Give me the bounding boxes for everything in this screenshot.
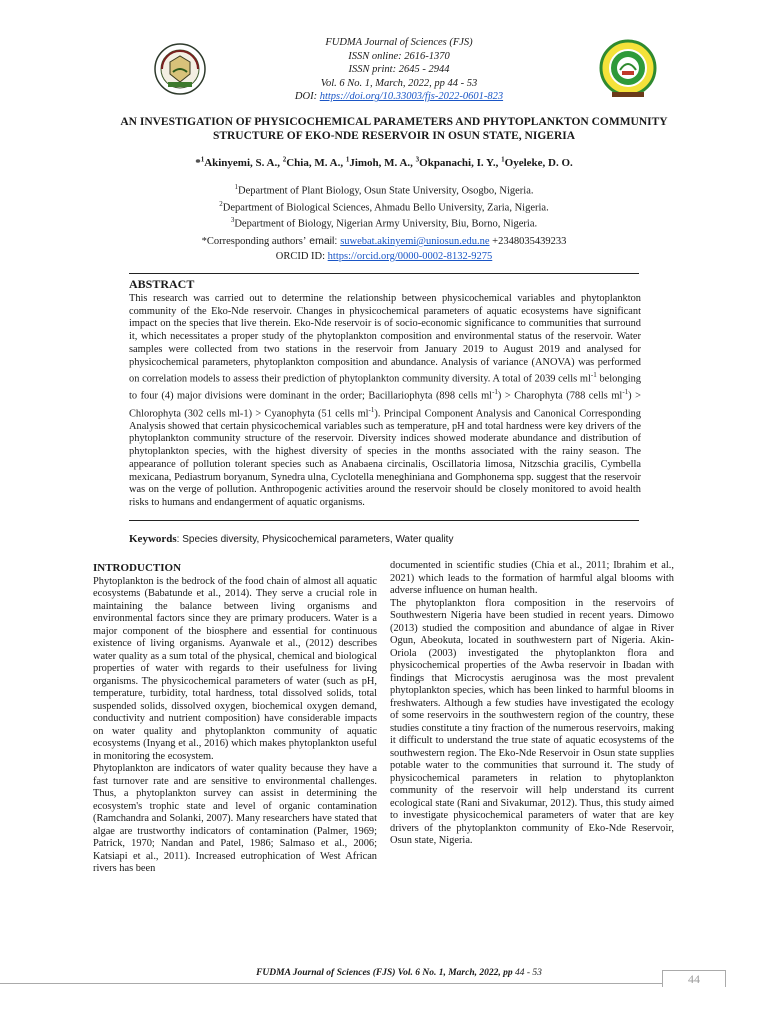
abstract-top-rule (129, 273, 639, 274)
abstract-bottom-rule (129, 520, 639, 521)
issn-online: ISSN online: 2616-1370 (348, 50, 450, 62)
author-list (0, 155, 768, 169)
abstract-heading: ABSTRACT (129, 277, 195, 291)
footer-pages: 44 - 53 (514, 968, 542, 978)
keywords (129, 533, 641, 545)
page-footer (0, 968, 768, 978)
author: $^1$Jimoh, M. A., (345, 155, 416, 169)
author: $^1$Oyeleke, D. O. (501, 155, 573, 169)
intro-paragraph: documented in scientific studies (Chia et al., 2011; Ibrahim et al., 2021) which leads to the formation of harmful algal blooms with adverse influence on human health. (390, 560, 674, 596)
affiliations (0, 181, 768, 231)
doi-label: DOI: (294, 91, 320, 103)
email-link[interactable]: suwebat.akinyemi@uniosun.edu.ne (340, 236, 490, 247)
right-column (390, 560, 674, 848)
orcid-label: ORCID ID: (275, 251, 328, 262)
introduction-heading: INTRODUCTION (93, 562, 182, 574)
author: $^3$Okpanachi, I. Y., (415, 155, 502, 169)
intro-paragraph: The phytoplankton flora composition in the reservoirs of Southwestern Nigeria have been studied in recent years. Dimowo (2013) studied the composition and abundance of algae in River Ogun, Abeokuta, located in southwestern part of Nigeria. Akin-Oriola (2003) investigated the phytoplankton flora and physicochemical properties of the Awba reservoir in Ibadan with findings that Microcystis aeruginosa was the most prevalent phytoplankton species, which has been linked to harmful blooms in freshwaters. Although a few studies have investigated the ecology of some reservoirs in the southwestern region of the country, these studies constitute a tiny fraction of the numerous reservoirs, making it difficult to understand the true state of aquatic ecosystems of the southwestern region. The Eko-Nde Reservoir in Osun state supplies potable water to the communities that surround it. The study of physicochemical parameters in relation to phytoplankton community of the reservoir will help understand its current ecological state (Rani and Sivakumar, 2012). Thus, this study aimed to investigate physicochemical parameters of water that are key drivers of the phytoplankton community of Eko-Nde Reservoir, Osun state, Nigeria. (390, 597, 674, 846)
issn-print: ISSN print: 2645 - 2944 (348, 64, 450, 76)
intro-paragraph: Phytoplankton is the bedrock of the food chain of almost all aquatic ecosystems (Babatunde et al., 2014). They serve a crucial role in maintaining the balance between living organisms and environmental factors since they are primary producers. Water is a major component of the biosphere and essential for continuous existence of living organisms. Ayanwale et al., (2012) describes water quality as a sum total of the physical, chemical and biological properties of water with regards to their usefulness for living organisms. The physicochemical parameters of water (such as pH, temperature, turbidity, total hardness, total dissolved solids, total suspended solids, dissolved oxygen, biochemical oxygen demand, conductivity and nutrient composition) have considerable impacts on water quality and phytoplankton community of aquatic ecosystems (Inyang et al., 2016) which makes phytoplankton useful in monitoring the ecosystem. (93, 575, 377, 762)
affiliation: $^3$Department of Biology, Nigerian Army University, Biu, Borno, Nigeria. (230, 216, 538, 230)
email-label: email: (306, 235, 341, 247)
author: *$^1$Akinyemi, S. A., (195, 155, 283, 169)
affiliation: $^1$Department of Plant Biology, Osun State University, Osogbo, Nigeria. (234, 183, 534, 197)
keywords-label: Keywords (129, 533, 177, 545)
doi-line (0, 90, 768, 104)
affiliation: $^2$Department of Biological Sciences, Ahmadu Bello University, Zaria, Nigeria. (219, 199, 549, 213)
journal-header (0, 36, 768, 104)
page-number: 44 (662, 970, 726, 987)
keywords-text: : Species diversity, Physicochemical parameters, Water quality (176, 534, 454, 545)
left-column (93, 562, 377, 876)
doi-link[interactable]: https://doi.org/10.33003/fjs-2022-0601-823 (319, 91, 504, 103)
correspondence (0, 234, 768, 264)
abstract-body: This research was carried out to determine the relationship between physicochemical variables and phytoplankton community of the Eko-Nde reservoir. Changes in physicochemical parameters of aquatic ecosystems have significant impact on the species that live therein. Eko-Nde reservoir is of socio-economic significance to communities that surround it, which necessitates a proper study of the phytoplankton composition and environmental status of the reservoir. Water samples were collected from two stations in the reservoir from January 2019 to August 2019 and analysed for physicochemical parameters, phytoplankton composition and abundance. Analysis of variance (ANOVA) was performed on correlation models to assess their prediction of phytoplankton community diversity. A total of 2039 cells $ml^{-1}$ belonging to four (4) major divisions were dominant in the order; Bacillariophyta (898 cells $ml^{-1}$) > Charophyta (788 cells $ml^{-1}$) > Chlorophyta (302 cells ml-1) > Cyanophyta (51 cells $ml^{-1}$). Principal Component Analysis and Canonical Corresponding Analysis showed that certain physicochemical variables such as temperature, pH and total hardness were key drivers of the phytoplankton community structure of the reservoir. Diversity indices showed moderate abundance and distribution of phytoplankton species, with the highest diversity of species in the months associated with the rainy season. The appearance of pollution tolerant species such as Anabaena circinalis, Oscillatoria limosa, Nitzschia gracilis, Cymbella mexicana, Pediastrum boryanum, Synedra ulna, Cyclotella meneghiniana and Gomphonema spp. suggest that the reservoir was on the verge of pollution. Anthropogenic activities around the reservoir should be closely monitored to avoid health risks to humans and endangerment of aquatic organisms. (129, 293, 642, 508)
journal-name: FUDMA Journal of Sciences (FJS) (325, 37, 473, 48)
corresponding-label: *Corresponding authors’ (201, 236, 307, 247)
phone-number: +2348035439233 (489, 236, 567, 247)
paper-title: AN INVESTIGATION OF PHYSICOCHEMICAL PARAMETERS AND PHYTOPLANKTON COMMUNITY STRUCTURE OF EKO-NDE RESERVOIR IN OSUN STATE, NIGERIA (120, 116, 668, 142)
orcid-link[interactable]: https://orcid.org/0000-0002-8132-9275 (327, 251, 493, 262)
author: $^2$Chia, M. A., (282, 155, 346, 169)
orcid-line (0, 249, 768, 264)
corresponding-line (0, 234, 768, 249)
intro-paragraph: Phytoplankton are indicators of water quality because they have a fast turnover rate and are sensitive to environmental challenges. Thus, a phytoplankton survey can assist in determining the ecosystem's trophic state and level of organic contamination (Ramchandra and Solanki, 2007). Many researchers have stated that algae are trustworthy indicators of contamination (Palmer, 1969; Patrick, 1970; Nandan and Patel, 1986; Salmaso et al., 2006; Katsiapi et al., 2011). Increased eutrophication of West African rivers has been (93, 763, 377, 874)
footer-citation: FUDMA Journal of Sciences (FJS) Vol. 6 No. 1, March, 2022, pp (256, 968, 515, 978)
volume-info: Vol. 6 No. 1, March, 2022, pp 44 - 53 (320, 77, 478, 89)
footer-rule (0, 983, 662, 984)
